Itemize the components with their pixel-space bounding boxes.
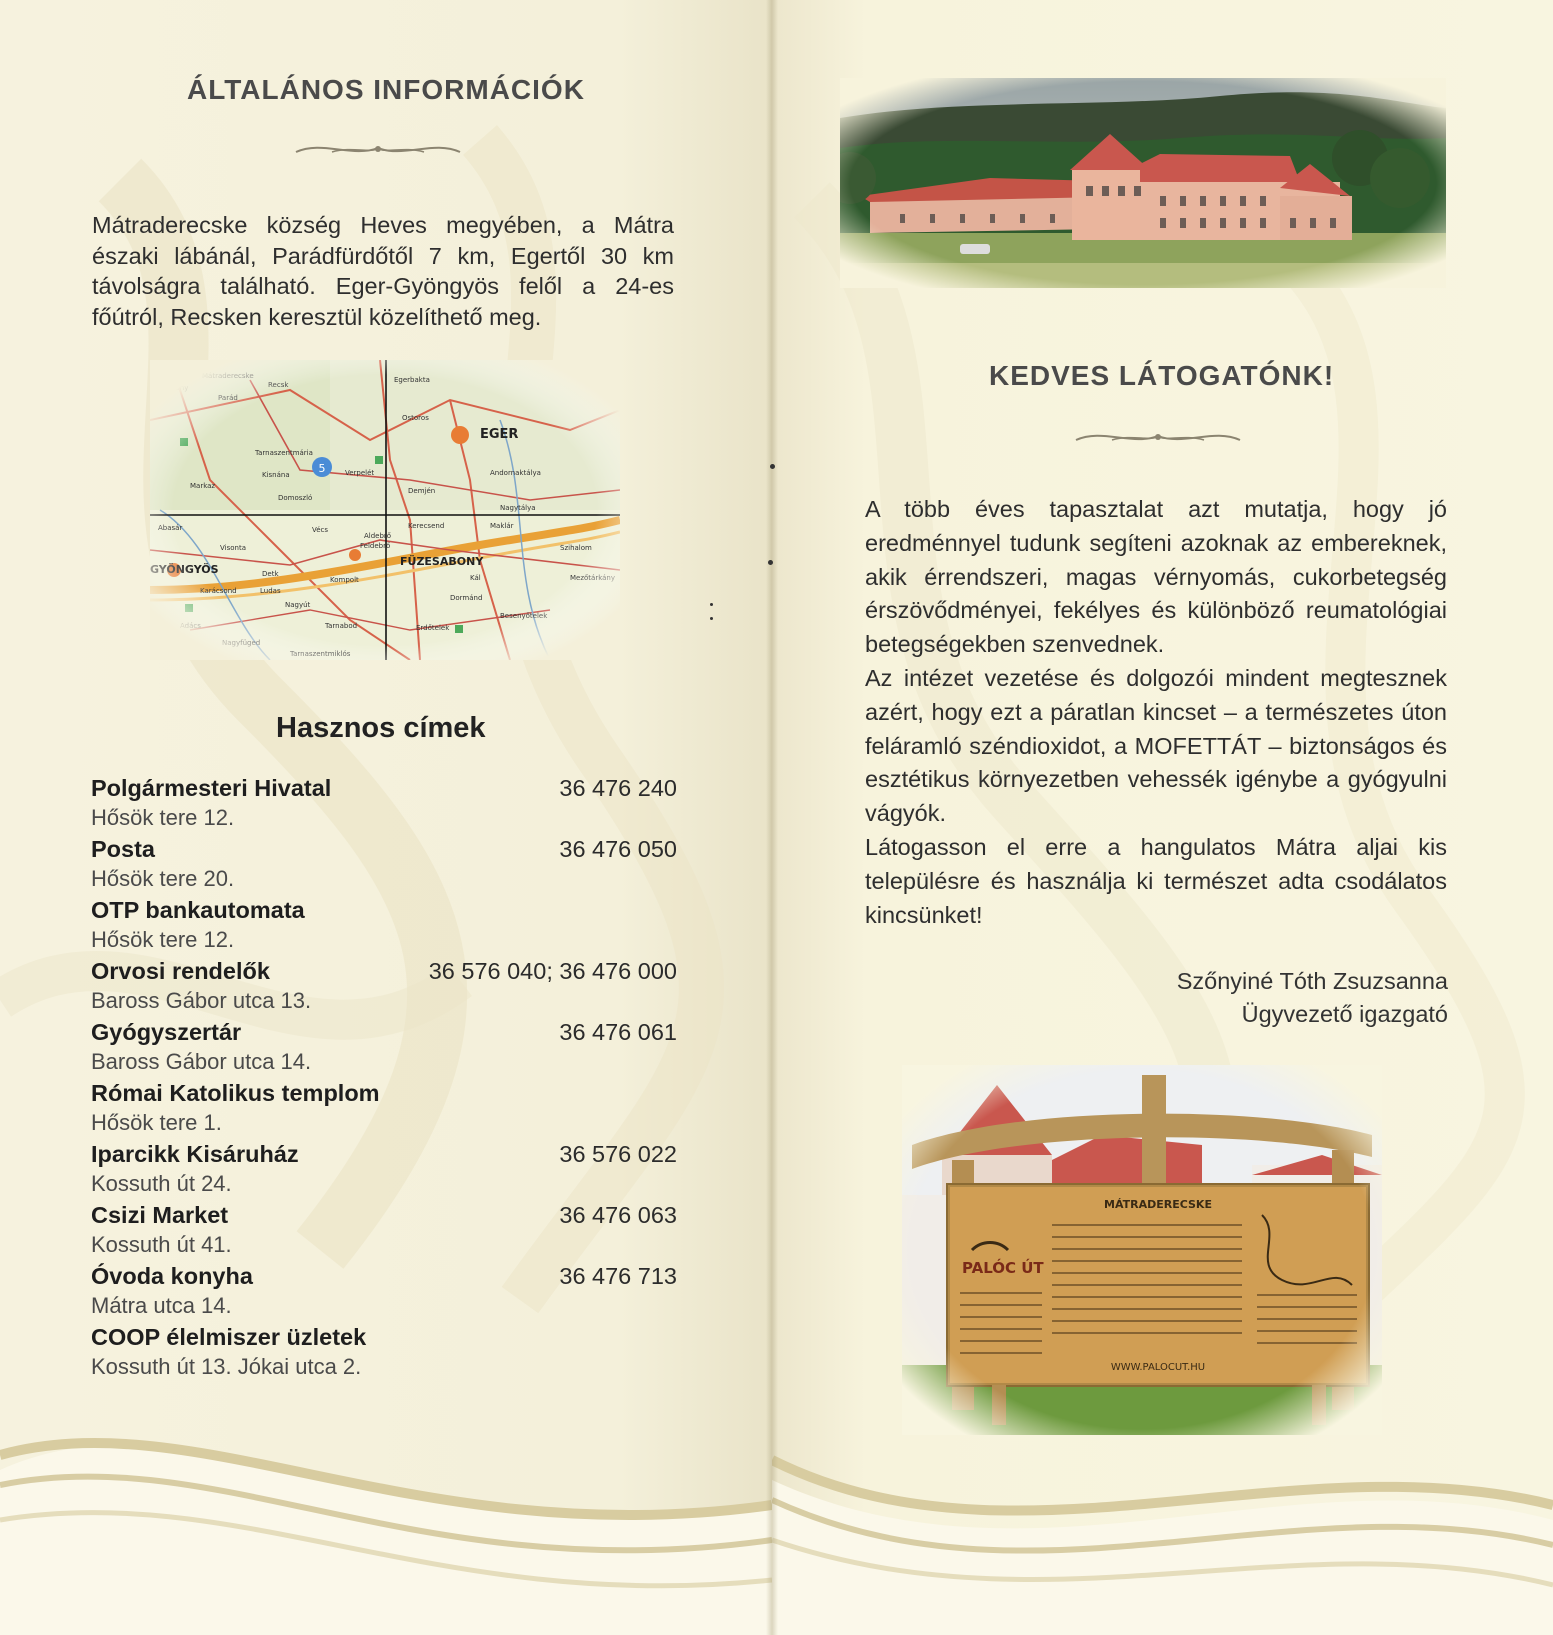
entry-address: Kossuth út 24. [91,1171,232,1196]
address-entry [91,1080,677,1141]
entry-name: Római Katolikus templom [91,1080,380,1106]
entry-name: Óvoda konyha [91,1263,253,1289]
speck-mark [710,603,713,606]
address-entry [91,836,677,897]
entry-name: COOP élelmiszer üzletek [91,1324,367,1350]
address-entry [91,1019,677,1080]
page-spine [766,0,778,1635]
address-entry [91,1202,677,1263]
welcome-text [865,493,1447,932]
entry-phone: 36 476 050 [559,836,677,862]
sanatorium-photo-graphic [840,78,1446,288]
entry-name: Posta [91,836,155,862]
region-map-graphic [150,360,620,660]
address-entry [91,958,677,1019]
entry-phone: 36 576 022 [559,1141,677,1167]
region-map [150,360,620,660]
welcome-paragraph-2: Az intézet vezetése és dolgozói mindent megtesznek azért, hogy ezt a páratlan kincset – a természetes úton feláramló széndioxidot, a MOFETTÁT – biztonságos és esztétikus környezetben vehessék igénybe a gyógyulni vágyók. [865,664,1447,827]
entry-address: Mátra utca 14. [91,1293,232,1318]
staple-mark [768,560,773,565]
general-info-title: ÁLTALÁNOS INFORMÁCIÓK [187,74,585,105]
paloc-ut-sign-graphic [902,1065,1382,1435]
address-entry [91,1263,677,1324]
entry-phone: 36 576 040; 36 476 000 [428,958,677,984]
sanatorium-photo [840,78,1446,288]
entry-address: Kossuth út 41. [91,1232,232,1257]
entry-address: Hősök tere 12. [91,927,235,952]
welcome-paragraph-1: A több éves tapasztalat azt mutatja, hogy jó eredménnyel tudunk segíteni azoknak az embereknek, akik érrendszeri, magas vérnyomás, cukorbetegség érszövődményei, fekélyes és különböző reumatológiai betegségekben szenvednek. [865,496,1447,658]
entry-name: Orvosi rendelők [91,958,270,984]
intro-text: Mátraderecske község Heves megyében, a Mátra északi lábánál, Parádfürdőtől 7 km, Egertől 30 km távolságra található. Eger-Gyöngyös felől a 24-es főútról, Recsken keresztül közelíthető meg. [92,212,674,330]
signature-name: Szőnyiné Tóth Zsuzsanna [1176,968,1448,994]
entry-phone: 36 476 713 [559,1263,677,1289]
welcome-paragraph-3: Látogasson el erre a hangulatos Mátra aljai kis településre és használja ki természet adta csodálatos kincsünket! [865,833,1447,928]
staple-mark [770,464,775,469]
paloc-ut-sign-photo [902,1065,1382,1435]
entry-address: Kossuth út 13. Jókai utca 2. [91,1354,362,1379]
address-entry [91,897,677,958]
speck-mark [710,617,713,620]
entry-address: Hősök tere 1. [91,1110,222,1135]
entry-address: Baross Gábor utca 13. [91,988,312,1013]
signature-role: Ügyvezető igazgató [1241,1001,1448,1027]
entry-address: Baross Gábor utca 14. [91,1049,312,1074]
entry-address: Hősök tere 12. [91,805,235,830]
entry-name: OTP bankautomata [91,897,305,923]
ornament-divider-icon [292,136,464,162]
signature-block [1177,965,1448,1031]
address-entry [91,1141,677,1202]
left-page [0,0,772,1635]
entry-address: Hősök tere 20. [91,866,235,891]
entry-name: Iparcikk Kisáruház [91,1141,299,1167]
entry-phone: 36 476 240 [559,775,677,801]
address-list [91,775,677,1385]
useful-addresses-title: Hasznos címek [276,712,486,744]
dear-visitor-title: KEDVES LÁTOGATÓNK! [989,360,1335,391]
ornament-divider-icon [1072,424,1244,450]
address-entry [91,775,677,836]
right-page [772,0,1553,1635]
entry-name: Gyógyszertár [91,1019,242,1045]
address-entry [91,1324,677,1385]
intro-paragraph [92,210,674,332]
entry-name: Polgármesteri Hivatal [91,775,332,801]
entry-phone: 36 476 063 [559,1202,677,1228]
entry-phone: 36 476 061 [559,1019,677,1045]
entry-name: Csizi Market [91,1202,229,1228]
